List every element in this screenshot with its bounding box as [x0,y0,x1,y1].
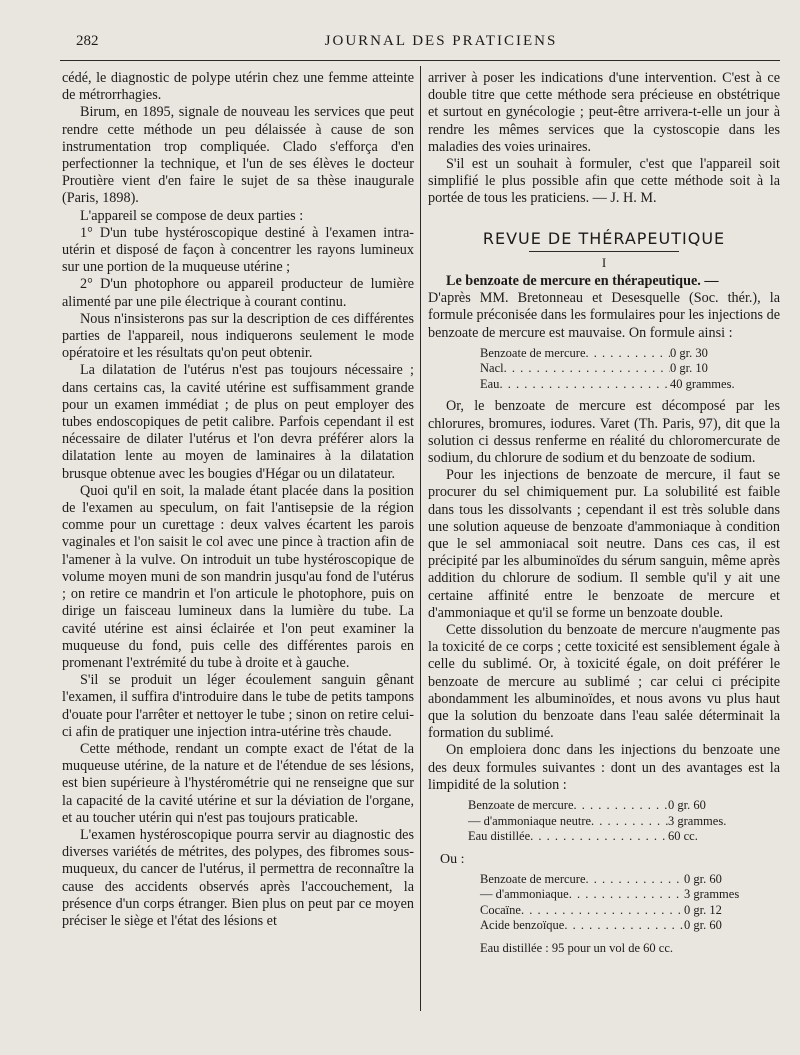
column-divider [420,66,421,1011]
or-label: Ou : [440,851,465,867]
left-column [62,70,414,930]
paragraph: Cette dissolution du benzoate de mercure n'augmente pas la toxicité de ce corps ; cette toxicité est sensiblement égale à celle du sublimé. Or, à toxicité égale, on doit préférer le benzoate de mercure au sublimé ; car celui ci précipite abondamment les albuminoïdes, et nous avons vu plus haut que la solution du benzoate dans l'eau salée déterminait la formation du sublimé. [428,621,780,742]
section-number: I [601,254,607,270]
formula-row: — d'ammoniaque . . . 3 grammes [480,887,780,903]
paragraph: Birum, en 1895, signale de nouveau les services que peut rendre cette méthode un peu délaissée à cause de son instrumentation trop compliquée. Clado s'efforça d'en perfectionner la technique, et l'un de ses élèves le docteur Proutière vient d'en faire le sujet de sa thèse inaugurale (Paris, 1898). [62,104,414,207]
formula-1 [480,346,780,393]
formula-last-line: Eau distillée : 95 pour un vol de 60 cc. [480,940,674,955]
list-item: 2° D'un photophore ou appareil producteur de lumière alimenté par une pile électrique à courant continu. [62,276,414,310]
section-title: REVUE DE THÉRAPEUTIQUE [482,228,726,248]
page-header [76,33,776,53]
header-rule [60,60,780,61]
paragraph: D'après MM. Bretonneau et Desesquelle (Soc. thér.), la formule préconisée dans les formulaires pour les injections de benzoate de mercure est mauvaise. On formule ainsi : [428,290,780,341]
paragraph: On emploiera donc dans les injections du benzoate une des deux formules suivantes : dont un des avantages est la limpidité de la solution : [428,742,780,793]
paragraph: Cette méthode, rendant un compte exact de l'état de la muqueuse utérine, de la nature et de l'étendue de ses lésions, est bien supérieure à l'hystérométrie qui ne renseigne que sur la capacité de la cavité utérine et sur la déviation de l'organe, et au toucher utérin qui n'est pas toujours praticable. [62,740,414,826]
article-title: Le benzoate de mercure en thérapeutique. — [446,273,719,290]
formula-2 [468,798,768,845]
journal-title: JOURNAL DES PRATICIENS [324,33,558,49]
paragraph: S'il est un souhait à formuler, c'est que l'appareil soit simplifié le plus possible afin que cette méthode soit à la portée de tous les praticiens. — J. H. M. [428,156,780,207]
paragraph: L'appareil se compose de deux parties : [80,207,304,224]
formula-row: Benzoate de mercure . . . 0 gr. 60 [480,872,780,888]
right-column [428,70,780,957]
page-number: 282 [76,33,99,49]
section-rule [529,251,679,252]
formula-row: Nacl . . . 0 gr. 10 [480,361,780,377]
paragraph: Quoi qu'il en soit, la malade étant placée dans la position de l'examen au speculum, on fait l'antisepsie de la région comme pour un curettage : deux valves écartent les parois vaginales et l'on saisit le col avec une pince à traction afin de l'amener à la vulve. On introduit un tube hystéroscopique de volume moyen muni de son mandrin jusqu'au fond de l'utérus ; on retire ce mandrin et l'on articule le photophore, puis on dirige un faisceau lumineux dans la lumière du tube. La cavité utérine est ainsi éclairée et l'on peut examiner la muqueuse du fond, puis celle des différentes parois en promenant l'extrémité du tube à droite et à gauche. [62,482,414,671]
formula-row: — d'ammoniaque neutre . . . 3 grammes. [468,814,768,830]
paragraph: Nous n'insisterons pas sur la description de ces différentes parties de l'appareil, nous indiquerons seulement le mode opératoire et les résultats qu'on peut obtenir. [62,310,414,362]
formula-row: Cocaïne . . . 0 gr. 12 [480,903,780,919]
paragraph: cédé, le diagnostic de polype utérin chez une femme atteinte de métrorrhagies. [62,70,414,104]
formula-row: Benzoate de mercure . . . 0 gr. 30 [480,346,780,362]
formula-3 [480,872,780,934]
formula-row: Benzoate de mercure . . . 0 gr. 60 [468,798,768,814]
list-item: 1° D'un tube hystéroscopique destiné à l'examen intra-utérin et disposé de façon à concentrer les rayons lumineux sur une portion de la muqueuse utérine ; [62,224,414,276]
paragraph: arriver à poser les indications d'une intervention. C'est à ce double titre que cette méthode sera précieuse en obstétrique et surtout en gynécologie ; peut-être arrivera-t-elle un jour à rendre les mêmes services que la cystoscopie dans les maladies des voies urinaires. [428,70,780,155]
formula-row: Acide benzoïque . . . 0 gr. 60 [480,918,780,934]
paragraph: Or, le benzoate de mercure est décomposé par les chlorures, bromures, iodures. Varet (Th. Paris, 97), dit que la solution ci dessus renferme en réalité du chloromercurate de sodium, du chlorure de sodium et du benzoate de sodium. [428,398,780,466]
formula-row: Eau . . . 40 grammes. [480,377,780,393]
paragraph: L'examen hystéroscopique pourra servir au diagnostic des diverses variétés de métrites, des polypes, des fibromes sous-muqueux, du cancer de l'utérus, il permettra de reconnaître la cause des accidents observés après l'accouchement, la présence d'un corps étranger. Bien plus on peut par ce moyen préciser le siège et l'état des lésions et [62,826,414,929]
formula-row: Eau distillée . . . 60 cc. [468,829,768,845]
paragraph: Pour les injections de benzoate de mercure, il faut se procurer du sel chimiquement pur. La solubilité est faible dans tous les dissolvants ; cependant il est très soluble dans une solution aqueuse de benzoate d'ammoniaque à condition que le sel ammoniacal soit neutre. Dans ces cas, il est précipité par les albuminoïdes du sérum sanguin, même après addition du chlorure de sodium. Il semble qu'il y ait une certaine affinité entre le benzoate de mercure et d'ammoniaque et qu'il se forme un benzoate double. [428,467,780,621]
paragraph: La dilatation de l'utérus n'est pas toujours nécessaire ; dans certains cas, la cavité utérine est suffisamment grande pour un examen immédiat ; de plus on peut employer des tubes endoscopiques de petit calibre. Parfois cependant il est nécessaire de dilater l'utérus et l'on devra préférer alors la dilatation lente au moyen de laminaires à la dilatation brusque obtenue avec les bougies d'Hégar ou un dilatateur. [62,362,414,482]
paragraph: S'il se produit un léger écoulement sanguin gênant l'examen, il suffira d'introduire dans le tube de petits tampons d'ouate pour l'arrêter et nettoyer le tube ; sinon on retire celui-ci afin de pratiquer une injection intra-utérine très chaude. [62,672,414,740]
